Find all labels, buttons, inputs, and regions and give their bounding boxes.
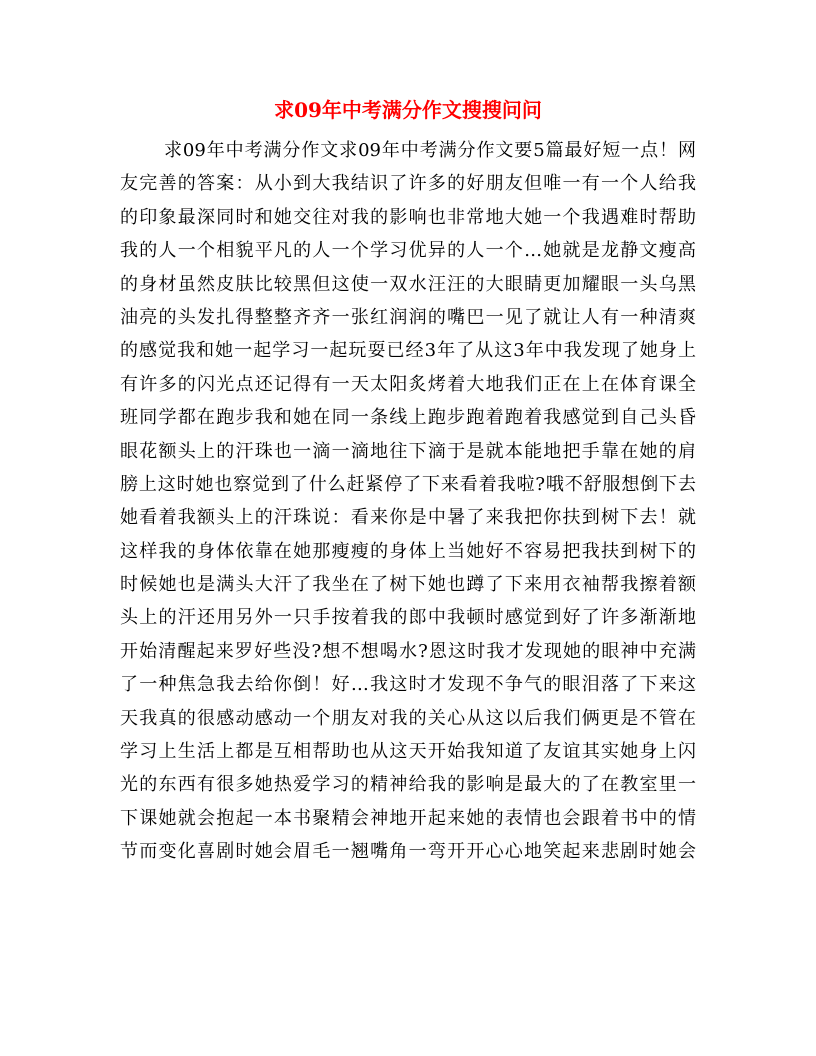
paragraph-line: 下课她就会抱起一本书聚精会神地开起来她的表情也会跟着书中的情 [120, 807, 696, 829]
document-title: 求09年中考满分作文搜搜问问 [274, 98, 542, 122]
paragraph-line: 的感觉我和她一起学习一起玩耍已经3年了从这3年中我发现了她身上 [120, 340, 696, 362]
paragraph-line: 友完善的答案：从小到大我结识了许多的好朋友但唯一有一个人给我 [120, 173, 696, 195]
document-body [120, 134, 696, 869]
paragraph-line: 有许多的闪光点还记得有一天太阳炙烤着大地我们正在上在体育课全 [120, 373, 696, 395]
paragraph-line: 节而变化喜剧时她会眉毛一翘嘴角一弯开开心心地笑起来悲剧时她会 [120, 841, 696, 863]
paragraph-line: 天我真的很感动感动一个朋友对我的关心从这以后我们俩更是不管在 [120, 707, 696, 729]
paragraph-line: 她看着我额头上的汗珠说：看来你是中暑了来我把你扶到树下去！就 [120, 507, 696, 529]
paragraph-line: 时候她也是满头大汗了我坐在了树下她也蹲了下来用衣袖帮我擦着额 [120, 574, 696, 596]
paragraph-line: 的身材虽然皮肤比较黑但这使一双水汪汪的大眼睛更加耀眼一头乌黑 [120, 273, 696, 295]
paragraph-line: 眼花额头上的汗珠也一滴一滴地往下滴于是就本能地把手靠在她的肩 [120, 440, 696, 462]
paragraph-line: 头上的汗还用另外一只手按着我的郎中我顿时感觉到好了许多渐渐地 [120, 607, 696, 629]
paragraph-line: 膀上这时她也察觉到了什么赶紧停了下来看着我啦?哦不舒服想倒下去 [120, 473, 696, 495]
paragraph-line: 开始清醒起来罗好些没?想不想喝水?恩这时我才发现她的眼神中充满 [120, 640, 696, 662]
paragraph-line: 求09年中考满分作文求09年中考满分作文要5篇最好短一点！网 [164, 140, 696, 161]
paragraph-line: 了一种焦急我去给你倒！好…我这时才发现不争气的眼泪落了下来这 [120, 674, 696, 696]
paragraph-line: 的印象最深同时和她交往对我的影响也非常地大她一个我遇难时帮助 [120, 206, 696, 228]
paragraph-line: 班同学都在跑步我和她在同一条线上跑步跑着跑着我感觉到自己头昏 [120, 407, 696, 429]
paragraph-line: 光的东西有很多她热爱学习的精神给我的影响是最大的了在教室里一 [120, 774, 696, 796]
paragraph-line: 我的人一个相貌平凡的人一个学习优异的人一个…她就是龙静文瘦高 [120, 240, 696, 262]
paragraph-line: 这样我的身体依靠在她那瘦瘦的身体上当她好不容易把我扶到树下的 [120, 540, 696, 562]
paragraph-line: 学习上生活上都是互相帮助也从这天开始我知道了友谊其实她身上闪 [120, 741, 696, 763]
paragraph-line: 油亮的头发扎得整整齐齐一张红润润的嘴巴一见了就让人有一种清爽 [120, 306, 696, 328]
